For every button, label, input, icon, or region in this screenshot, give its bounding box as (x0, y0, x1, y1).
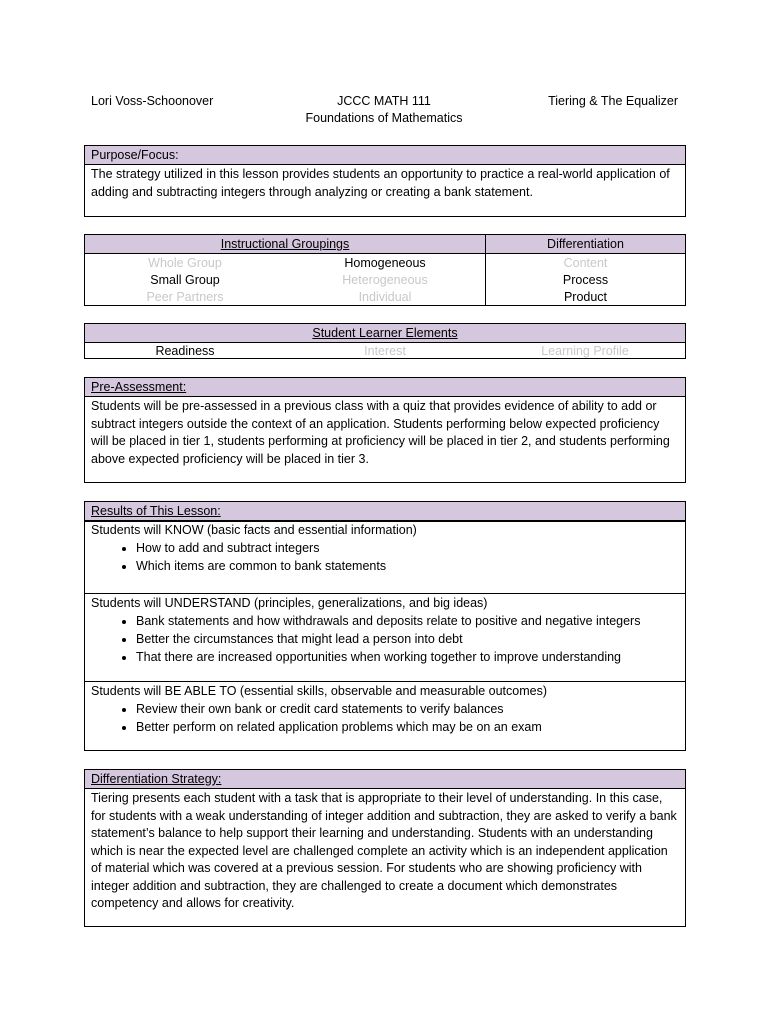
know-heading: Students will KNOW (basic facts and essential information) (91, 523, 417, 537)
course-header (284, 93, 484, 127)
learner-table (85, 343, 685, 360)
grouping-peer-partners: Peer Partners (146, 290, 224, 304)
purpose-box (84, 145, 686, 217)
learner-profile: Learning Profile (541, 344, 629, 358)
able-list (91, 700, 679, 736)
list-item: • That there are increased opportunities when working together to improve understanding (136, 648, 679, 666)
learner-title: Student Learner Elements (85, 324, 685, 343)
results-able (85, 681, 685, 736)
groupings-title: Instructional Groupings (85, 235, 486, 254)
list-item: • Review their own bank or credit card statements to verify balances (136, 700, 679, 718)
grouping-individual: Individual (358, 290, 412, 304)
understand-list (91, 612, 679, 666)
results-understand (85, 593, 685, 681)
grouping-small-group: Small Group (150, 273, 220, 287)
preassessment-text: Students will be pre-assessed in a previous class with a quiz that provides evidence of ability to add or subtract integers outside the context of an application. Students performing below expected proficiency will be placed in tier 1, students performing at proficiency will be placed in tier 2, and students performing above expected proficiency will be placed in tier 3. (91, 399, 670, 466)
list-item: • Bank statements and how withdrawals and deposits relate to positive and negative integers (136, 612, 679, 630)
list-item: • How to add and subtract integers (136, 539, 679, 557)
diff-process: Process (562, 273, 609, 287)
list-item: • Which items are common to bank statements (136, 557, 679, 575)
author-name: Lori Voss-Schoonover (91, 94, 214, 108)
strategy-box (84, 769, 686, 927)
diff-product: Product (563, 290, 608, 304)
results-title: Results of This Lesson: (85, 502, 685, 521)
differentiation-title: Differentiation (486, 235, 686, 254)
able-heading: Students will BE ABLE TO (essential skills, observable and measurable outcomes) (91, 684, 548, 698)
understand-heading: Students will UNDERSTAND (principles, generalizations, and big ideas) (91, 596, 488, 610)
preassessment-box (84, 377, 686, 483)
course-code: JCCC MATH 111 (337, 94, 431, 108)
list-item: • Better perform on related application problems which may be on an exam (136, 718, 679, 736)
results-box (84, 501, 686, 751)
groupings-table (85, 235, 685, 306)
learner-box (84, 323, 686, 359)
purpose-title: Purpose/Focus: (85, 146, 685, 165)
learner-readiness: Readiness (155, 344, 215, 358)
grouping-heterogeneous: Heterogeneous (342, 273, 428, 287)
know-list (91, 539, 679, 575)
grouping-whole-group: Whole Group (148, 256, 222, 270)
course-name: Foundations of Mathematics (305, 111, 463, 125)
grouping-homogeneous: Homogeneous (344, 256, 426, 270)
preassessment-title: Pre-Assessment: (85, 378, 685, 397)
results-know (85, 521, 685, 593)
diff-content: Content (563, 256, 608, 270)
purpose-text: The strategy utilized in this lesson provides students an opportunity to practice a real-world application of adding and subtracting integers through analyzing or creating a bank statement. (91, 167, 670, 199)
strategy-text: Tiering presents each student with a task that is appropriate to their level of understanding. In this case, for students with a weak understanding of integer addition and subtraction, they are asked to verify a bank statement’s balance to help support their learning and understanding. Students with an understanding which is near the expected level are challenged complete an activity which is an independent application of material which was covered at a previous session. For students who are showing proficiency with integer addition and subtraction, they are challenged to create a document which demonstrates competency and allows for creativity. (91, 791, 677, 910)
lesson-title: Tiering & The Equalizer (548, 94, 678, 108)
learner-interest: Interest (364, 344, 406, 358)
list-item: • Better the circumstances that might lead a person into debt (136, 630, 679, 648)
strategy-title: Differentiation Strategy: (85, 770, 685, 789)
groupings-box (84, 234, 686, 306)
